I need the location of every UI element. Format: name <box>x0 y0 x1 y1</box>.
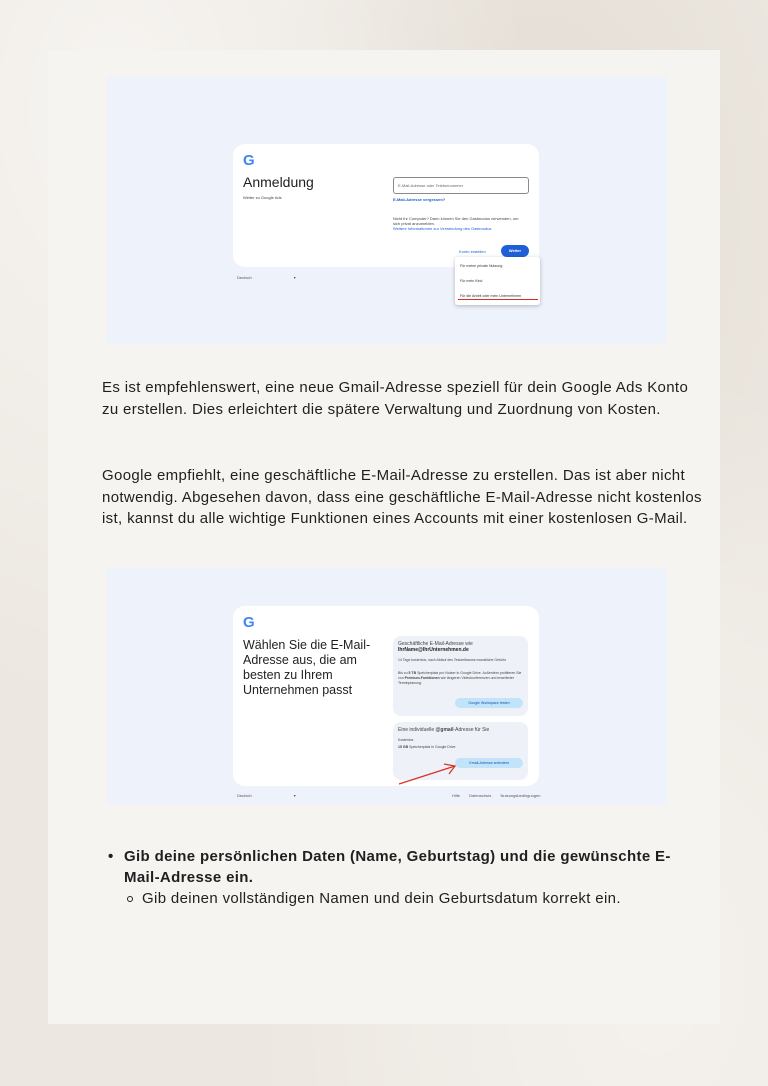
option2-heading-a: Eine individuelle <box>398 727 435 733</box>
footer-link-help[interactable]: Hilfe <box>452 793 461 798</box>
sub-list-item <box>106 888 706 909</box>
language-select[interactable] <box>237 275 296 280</box>
guest-note-line2: sich privat anzumelden. <box>393 221 436 226</box>
paragraph-1: Es ist empfehlenswert, eine neue Gmail-Adresse speziell für dein Google Ads Konto zu erstellen. Dies erleichtert die spätere Verwaltung und Zuordnung von Kosten. <box>102 379 689 418</box>
paragraph-2: Google empfiehlt, eine geschäftliche E-Mail-Adresse zu erstellen. Das ist aber nicht notwendig. Abgesehen davon, dass eine geschäftliche E-Mail-Adresse nicht kostenlos ist, kannst du alle wichtige Funktionen eines Accounts mit einer kostenlosen G-Mail. <box>102 467 702 527</box>
choose-email-title: Wählen Sie die E-Mail-Adresse aus, die am besten zu Ihrem Unternehmen passt <box>243 638 371 697</box>
instruction-list <box>106 846 706 909</box>
menu-item-business[interactable]: Für die Arbeit oder mein Unternehmen <box>460 294 522 298</box>
next-button[interactable]: Weiter <box>501 245 529 257</box>
chevron-down-icon: ▾ <box>293 275 296 280</box>
option1-line1: 14 Tage kostenlos, nach Ablauf des Testzeitraums monatliche Gebühr <box>398 658 507 662</box>
option-business-email[interactable] <box>393 636 528 716</box>
email-field[interactable] <box>393 177 529 194</box>
create-account-button[interactable]: Konto erstellen <box>459 249 486 254</box>
option2-line1: Kostenlos <box>398 738 414 742</box>
request-gmail-button[interactable]: Gmail-Adresse anfordern <box>455 758 523 768</box>
bullet-main-text: Gib deine persönlichen Daten (Name, Geburtstag) und die gewünschte E-Mail-Adresse ein. <box>124 848 671 886</box>
footer-links <box>452 793 541 798</box>
language-label: Deutsch <box>237 275 252 280</box>
list-item <box>106 846 706 888</box>
screenshot-choose-email <box>107 568 667 805</box>
signin-subtitle: Weiter zu Google Ads <box>243 195 282 200</box>
language-select[interactable] <box>237 793 296 798</box>
choose-email-card <box>233 606 539 786</box>
option1-line2b: 5 TB <box>408 671 417 675</box>
try-workspace-button[interactable]: Google Workspace testen <box>455 698 523 708</box>
document-page <box>48 50 720 1024</box>
google-logo: G <box>243 152 255 169</box>
option1-example: IhrName@IhrUnternehmen.de <box>398 647 469 653</box>
option1-heading: Geschäftliche E-Mail-Adresse wie <box>398 641 473 647</box>
red-underline-annotation <box>458 299 538 300</box>
footer-link-privacy[interactable]: Datenschutz <box>469 793 492 798</box>
option2-line2 <box>398 745 455 750</box>
option1-line2e: wie längeren Videokonferenzen und erweiterter Terminplanung. <box>398 676 514 685</box>
menu-item-child[interactable]: Für mein Kind <box>460 279 483 283</box>
email-field-placeholder: E-Mail-Adresse oder Telefonnummer <box>398 183 464 188</box>
option2-heading-b: @gmail <box>435 727 454 733</box>
option2-heading-c: -Adresse für Sie <box>453 727 490 733</box>
option1-line2 <box>398 671 523 686</box>
red-arrow-annotation <box>395 760 465 790</box>
signin-title: Anmeldung <box>243 174 314 190</box>
guest-mode-link[interactable]: Weitere Informationen zur Verwendung des Gastmodus <box>393 226 492 231</box>
bullet-sub-text: Gib deinen vollständigen Namen und dein Geburtsdatum korrekt ein. <box>142 890 621 907</box>
option1-line2d: Premium-Funktionen <box>404 676 440 680</box>
menu-item-private[interactable]: Für meine private Nutzung <box>460 264 503 268</box>
signin-card <box>233 144 539 267</box>
option1-line2a: Bis zu <box>398 671 408 675</box>
forgot-email-link[interactable]: E-Mail-Adresse vergessen? <box>393 197 446 202</box>
chevron-down-icon: ▾ <box>293 793 296 798</box>
language-label: Deutsch <box>237 793 252 798</box>
option2-line2a: 15 GB <box>398 745 409 749</box>
option2-heading <box>398 728 489 733</box>
option1-line2c: Speicherplatz pro Nutzer in Google Drive. Außerdem profitieren Sie von <box>398 671 522 680</box>
footer-link-terms[interactable]: Nutzungsbedingungen <box>500 793 541 798</box>
screenshot-google-signin <box>107 77 667 344</box>
google-logo: G <box>243 614 255 631</box>
option2-line2b: Speicherplatz in Google Drive <box>409 745 456 749</box>
account-type-menu <box>455 257 540 305</box>
guest-note-line1: Nicht Ihr Computer? Dann können Sie den Gastmodus verwenden, um <box>393 216 519 221</box>
